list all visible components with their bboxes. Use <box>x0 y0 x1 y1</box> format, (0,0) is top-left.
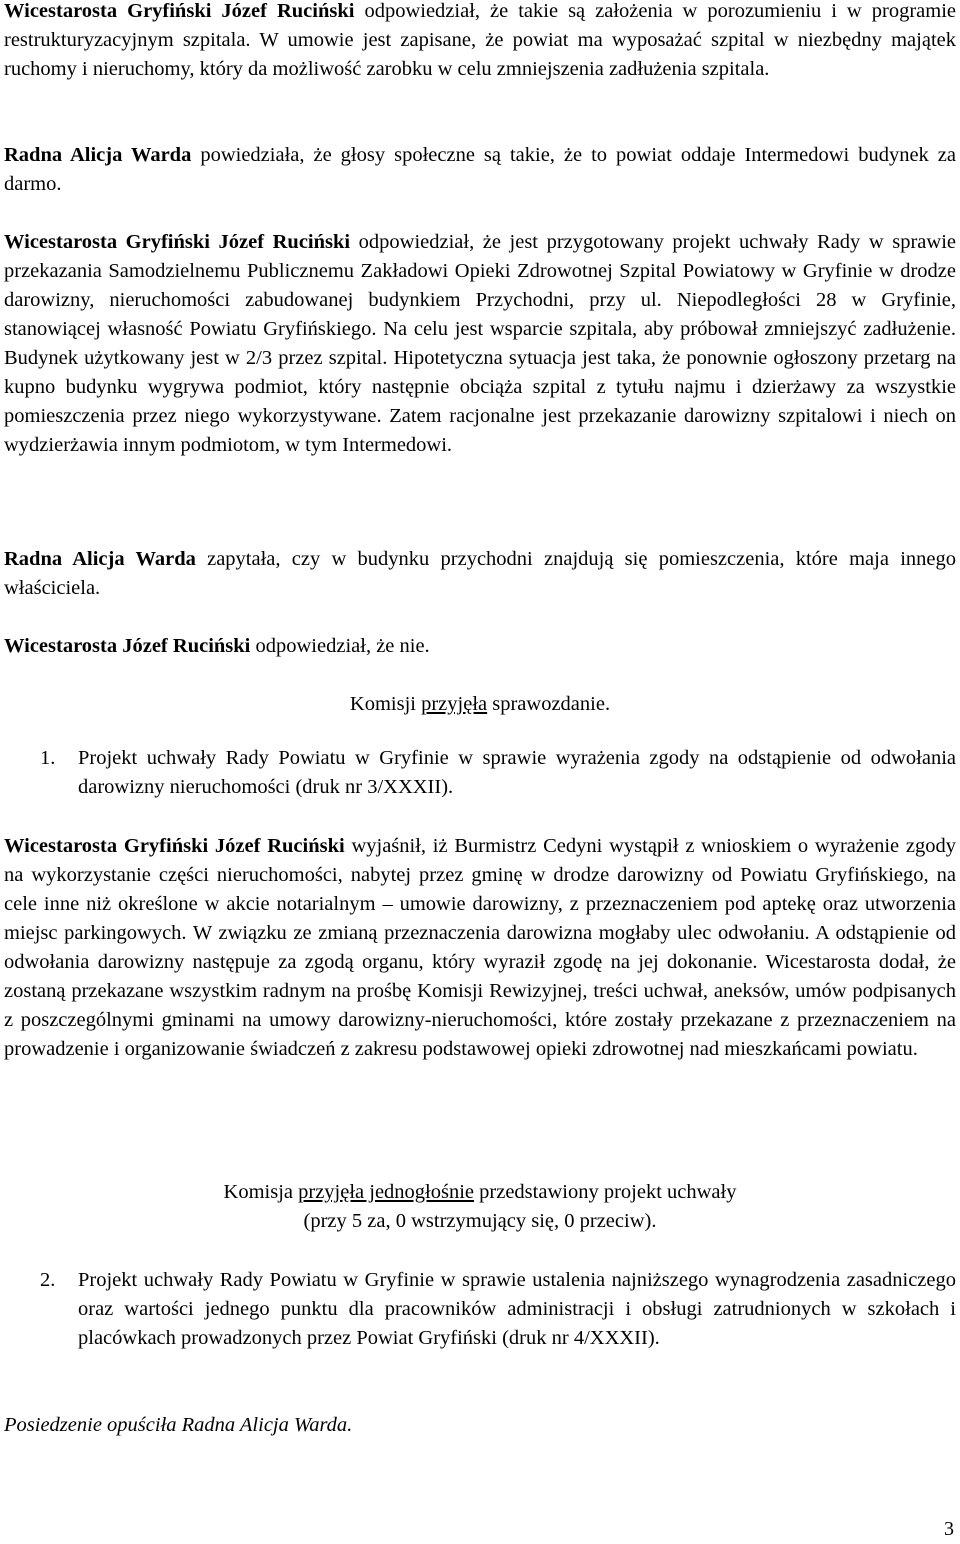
speaker-name: Wicestarosta Józef Ruciński <box>4 635 251 657</box>
decision-text: Komisja <box>223 1181 299 1203</box>
paragraph-vice-starost-answer <box>4 632 956 661</box>
speaker-name: Wicestarosta Gryfiński Józef Ruciński <box>4 835 345 857</box>
paragraph-vice-starost-explanation <box>4 832 956 1064</box>
decision-underlined: przyjęła <box>421 693 488 715</box>
agenda-item-text: Projekt uchwały Rady Powiatu w Gryfinie w sprawie ustalenia najniższego wynagrodzenia zasadniczego oraz wartości jednego punktu dla pracowników administracji i obsługi zatrudnionych w szkołach i placówkach prowadzonych przez Powiat Gryfiński (druk nr 4/XXXII). <box>78 1269 956 1349</box>
paragraph-text: powiedziała, że głosy społeczne są takie, że to powiat oddaje Intermedowi budynek za darmo. <box>4 144 956 195</box>
decision-text: Komisji <box>349 693 422 715</box>
decision-vote-line: (przy 5 za, 0 wstrzymujący się, 0 przeciw). <box>303 1210 657 1232</box>
agenda-item-1 <box>4 744 956 802</box>
departure-note: Posiedzenie opuściła Radna Alicja Warda. <box>4 1414 353 1436</box>
paragraph-text: wyjaśnił, iż Burmistrz Cedyni wystąpił z wnioskiem o wyrażenie zgody na wykorzystanie części nieruchomości, nabytej przez gminę w drodze darowizny od Powiatu Gryfińskiego, na cele inne niż określone w akcie notarialnym – umowie darowizny, z przeznaczeniem pod aptekę oraz utworzenia miejsc parkingowych. W związku ze zmianą przeznaczenia darowizna mogłaby ulec odwołaniu. A odstąpienie od odwołania darowizny następuje za zgodą organu, który wyraził zgodę na jej dokonanie. Wicestarosta dodał, że zostaną przekazane wszystkim radnym na prośbę Komisji Rewizyjnej, treści uchwał, aneksów, umów podpisanych z poszczególnymi gminami na umowy darowizny-nieruchomości, które zostały przekazane z przeznaczeniem na prowadzenie i organizowanie świadczeń z zakresu podstawowej opieki zdrowotnej nad mieszkańcami powiatu. <box>4 835 956 1060</box>
paragraph-text: odpowiedział, że takie są założenia w porozumieniu i w programie restrukturyzacyjnym szpitala. W umowie jest zapisane, że powiat ma wyposażać szpital w niezbędny majątek ruchomy i nieruchomy, który da możliwość zarobku w celu zmniejszenia zadłużenia szpitala. <box>4 0 956 80</box>
decision-underlined: przyjęła jednogłośnie <box>298 1181 475 1203</box>
decision-text: przedstawiony projekt uchwały <box>474 1181 737 1203</box>
speaker-name: Wicestarosta Gryfiński Józef Ruciński <box>4 0 355 22</box>
agenda-item-number: 1. <box>40 747 56 769</box>
speaker-name: Wicestarosta Gryfiński Józef Ruciński <box>4 231 351 253</box>
decision-text: sprawozdanie. <box>487 693 611 715</box>
agenda-item-2 <box>4 1266 956 1353</box>
decision-line-1 <box>4 1178 956 1207</box>
paragraph-text: odpowiedział, że nie. <box>250 635 430 657</box>
speaker-name: Radna Alicja Warda <box>4 144 192 166</box>
paragraph-councillor-statement-1 <box>4 141 956 199</box>
speaker-name: Radna Alicja Warda <box>4 548 196 570</box>
paragraph-vice-starost-response-1 <box>4 0 956 84</box>
agenda-item-number: 2. <box>40 1269 56 1291</box>
paragraph-text: zapytała, czy w budynku przychodni znajdują się pomieszczenia, które maja innego właściciela. <box>4 548 956 599</box>
committee-decision-1 <box>4 690 956 719</box>
committee-decision-2 <box>4 1178 956 1236</box>
paragraph-vice-starost-response-2 <box>4 228 956 460</box>
paragraph-councillor-question <box>4 545 956 603</box>
agenda-item-text: Projekt uchwały Rady Powiatu w Gryfinie w sprawie wyrażenia zgody na odstąpienie od odwołania darowizny nieruchomości (druk nr 3/XXXII). <box>78 747 956 798</box>
page-number: 3 <box>944 1518 954 1540</box>
paragraph-text: odpowiedział, że jest przygotowany projekt uchwały Rady w sprawie przekazania Samodzielnemu Publicznemu Zakładowi Opieki Zdrowotnej Szpital Powiatowy w Gryfinie w drodze darowizny, nieruchomości zabudowanej budynkiem Przychodni, przy ul. Niepodległości 28 w Gryfinie, stanowiącej własność Powiatu Gryfińskiego. Na celu jest wsparcie szpitala, aby próbował zmniejszyć zadłużenie. Budynek użytkowany jest w 2/3 przez szpital. Hipotetyczna sytuacja jest taka, że ponownie ogłoszony przetarg na kupno budynku wygrywa podmiot, który następnie obciąża szpital z tytułu najmu i dzierżawy za wszystkie pomieszczenia przez niego wykorzystywane. Zatem racjonalne jest przekazanie darowizny szpitalowi i niech on wydzierżawia innym podmiotom, w tym Intermedowi. <box>4 231 956 456</box>
